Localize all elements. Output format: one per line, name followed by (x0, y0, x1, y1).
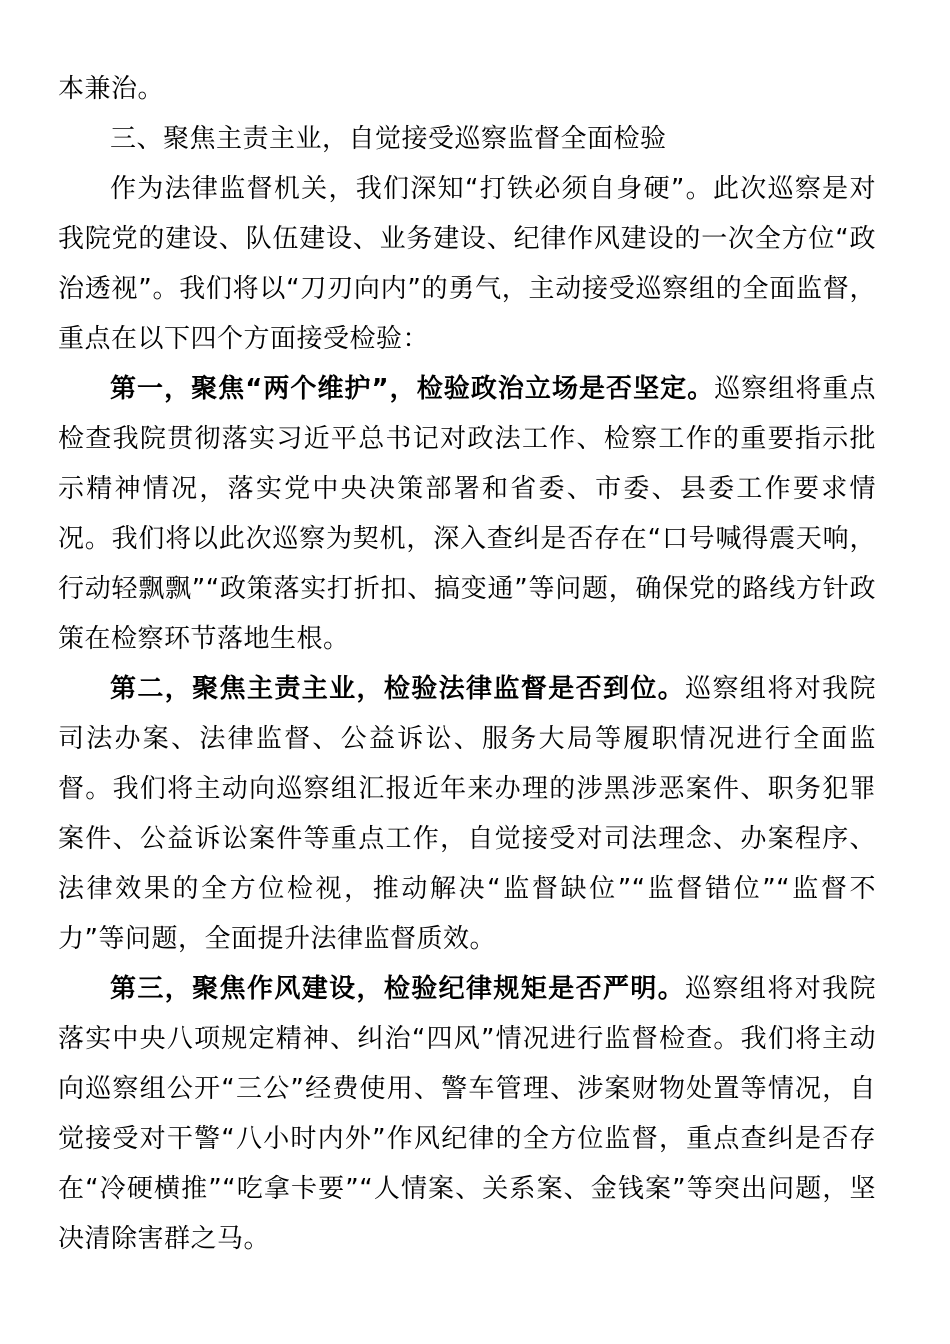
item-paragraph-2 (58, 664, 876, 964)
item-paragraph-3 (58, 964, 876, 1264)
item-lead-2: 第二，聚焦主责主业，检验法律监督是否到位。 (110, 674, 686, 704)
document-body (58, 64, 876, 1264)
item-lead-3: 第三，聚焦作风建设，检验纪律规矩是否严明。 (110, 974, 686, 1004)
item-body-2: 巡察组将对我院司法办案、法律监督、公益诉讼、服务大局等履职情况进行全面监督。我们将主动向巡察组汇报近年来办理的涉黑涉恶案件、职务犯罪案件、公益诉讼案件等重点工作，自觉接受对司法理念、办案程序、法律效果的全方位检视，推动解决“监督缺位”“监督错位”“监督不力”等问题，全面提升法律监督质效。 (58, 674, 876, 954)
item-paragraph-1 (58, 364, 876, 664)
section-heading: 三、聚焦主责主业，自觉接受巡察监督全面检验 (110, 124, 667, 154)
item-body-1: 巡察组将重点检查我院贯彻落实习近平总书记对政法工作、检察工作的重要指示批示精神情况，落实党中央决策部署和省委、市委、县委工作要求情况。我们将以此次巡察为契机，深入查纠是否存在“口号喊得震天响，行动轻飘飘”“政策落实打折扣、搞变通”等问题，确保党的路线方针政策在检察环节落地生根。 (58, 374, 876, 654)
item-body-3: 巡察组将对我院落实中央八项规定精神、纠治“四风”情况进行监督检查。我们将主动向巡察组公开“三公”经费使用、警车管理、涉案财物处置等情况，自觉接受对干警“八小时内外”作风纪律的全方位监督，重点查纠是否存在“冷硬横推”“吃拿卡要”“人情案、关系案、金钱案”等突出问题，坚决清除害群之马。 (58, 974, 876, 1254)
intro-paragraph: 作为法律监督机关，我们深知“打铁必须自身硬”。此次巡察是对我院党的建设、队伍建设、业务建设、纪律作风建设的一次全方位“政治透视”。我们将以“刀刃向内”的勇气，主动接受巡察组的全面监督，重点在以下四个方面接受检验： (58, 174, 876, 354)
item-lead-1: 第一，聚焦“两个维护”，检验政治立场是否坚定。 (110, 374, 715, 404)
paragraph-continuation: 本兼治。 (58, 74, 165, 104)
